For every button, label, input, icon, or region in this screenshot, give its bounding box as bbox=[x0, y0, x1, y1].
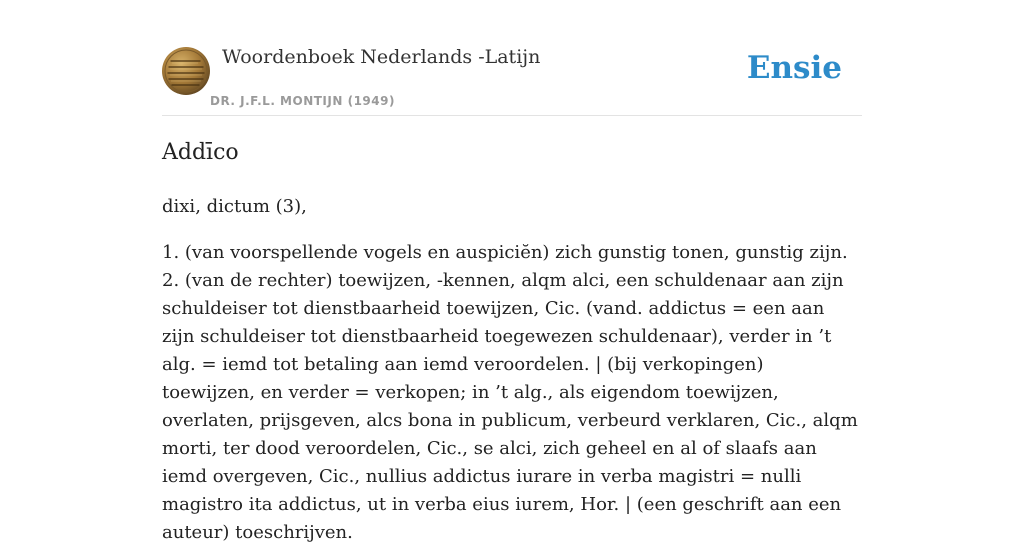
sense-2: 2. (van de rechter) toewijzen, -kennen, alqm alci, een schuldenaar aan zijn schuldeiser tot dienstbaarheid toewijzen, Cic. (vand. addictus = een aan zijn schuldeiser tot dienstbaarheid toegewezen schuldenaar), verder in ’t alg. = iemd tot betaling aan iemd veroordelen. | (bij verkopingen) toewijzen, en verder = verkopen; in ’t alg., als eigendom toewijzen, overlaten, prijsgeven, alcs bona in publicum, verbeurd verklaren, Cic., alqm morti, ter dood veroordelen, Cic., se alci, zich geheel en al of slaafs aan iemd overgeven, Cic., nullius addictus iurare in verba magistri = nulli magistro ita addictus, ut in verba eius iurem, Hor. | (een geschrift aan een auteur) toeschrijven. bbox=[162, 270, 858, 543]
coin-inscription-icon[interactable] bbox=[162, 47, 210, 95]
sense-1: 1. (van voorspellende vogels en auspiciĕn) zich gunstig tonen, gunstig zijn. bbox=[162, 242, 848, 263]
book-title[interactable]: Woordenboek Nederlands -Latijn bbox=[222, 46, 541, 68]
entry-lemma: Addīco bbox=[162, 140, 239, 165]
dictionary-page bbox=[162, 0, 862, 543]
page-header bbox=[162, 0, 862, 116]
book-author: DR. J.F.L. MONTIJN (1949) bbox=[210, 94, 395, 108]
entry-forms: dixi, dictum (3), bbox=[162, 196, 307, 217]
brand-logo[interactable]: Ensie bbox=[746, 50, 842, 86]
entry-senses bbox=[162, 239, 862, 547]
